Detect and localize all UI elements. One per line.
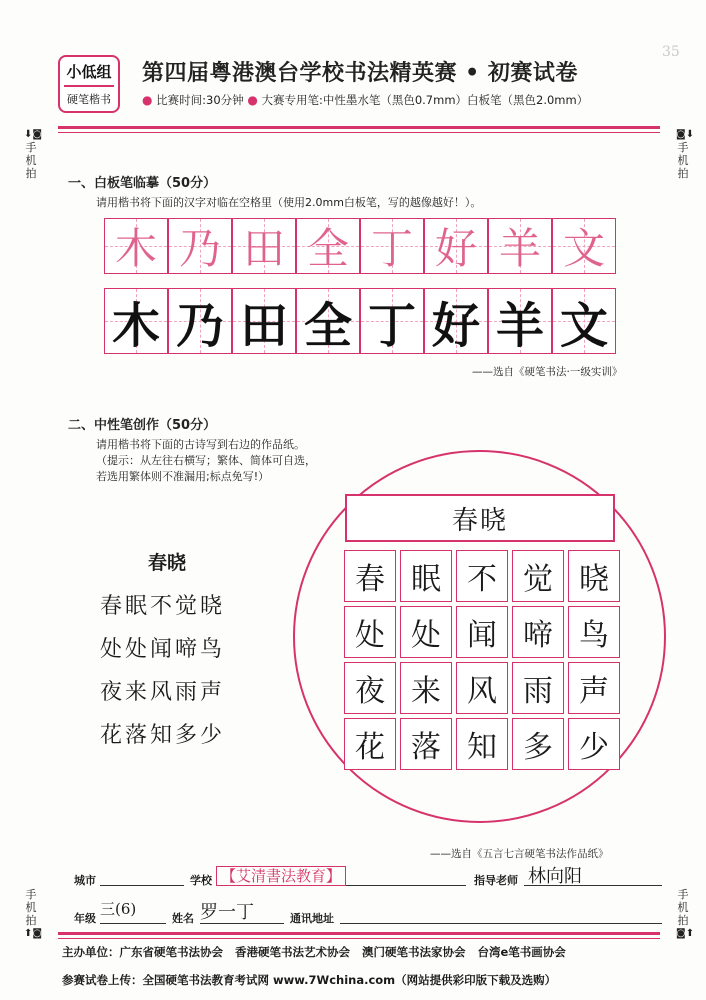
exam-pens: 大赛专用笔:中性墨水笔（黑色0.7mm）白板笔（黑色2.0mm）	[261, 93, 589, 107]
side-mark-text: 手机拍	[677, 888, 689, 927]
model-char-cell: 全	[296, 218, 360, 274]
grade-field[interactable]	[100, 898, 166, 924]
camera-icon: ⬆◙	[24, 928, 43, 939]
model-char-cell: 羊	[488, 218, 552, 274]
copy-char-cell[interactable]: 丁	[360, 288, 424, 354]
section2-title: 二、中性笔创作（50分）	[68, 418, 217, 433]
section2-source: ——选自《五言七言硬笔书法作品纸》	[430, 848, 609, 860]
model-char-cell: 好	[424, 218, 488, 274]
school-label: 学校	[190, 874, 212, 887]
poem-line: 花落知多少	[100, 723, 226, 748]
address-field[interactable]	[340, 898, 662, 924]
exam-time: 比赛时间:30分钟	[156, 93, 244, 107]
page-title: 第四届粤港澳台学校书法精英赛 • 初赛试卷	[142, 60, 578, 86]
model-char-cell: 木	[104, 218, 168, 274]
city-label: 城市	[74, 874, 96, 887]
school-stamp: 【艾清書法教育】	[216, 866, 346, 886]
group-divider	[64, 85, 114, 87]
group-label: 小低组	[66, 63, 112, 81]
model-char-cell: 文	[552, 218, 616, 274]
model-char-row	[104, 218, 616, 274]
copy-char-cell[interactable]: 乃	[168, 288, 232, 354]
work-char-cell[interactable]: 晓	[568, 550, 620, 602]
footer-rule-thick	[58, 932, 660, 935]
copy-char-cell[interactable]: 文	[552, 288, 616, 354]
teacher-value: 林向阳	[528, 866, 582, 887]
city-field[interactable]	[100, 866, 184, 886]
poem-title: 春晓	[147, 552, 186, 574]
work-char-cell[interactable]: 落	[400, 718, 452, 770]
section1-title: 一、白板笔临摹（50分）	[68, 176, 217, 191]
work-char-cell[interactable]: 知	[456, 718, 508, 770]
camera-icon: ◙⬇	[676, 129, 695, 140]
section2-instruction: 请用楷书将下面的古诗写到右边的作品纸。	[96, 438, 305, 451]
corner-mark: 35	[662, 44, 680, 60]
copy-char-cell[interactable]: 全	[296, 288, 360, 354]
work-char-cell[interactable]: 风	[456, 662, 508, 714]
work-char-cell[interactable]: 处	[344, 606, 396, 658]
work-char-cell[interactable]: 闻	[456, 606, 508, 658]
name-field[interactable]	[200, 898, 284, 924]
side-mark-top-right	[676, 128, 695, 180]
copy-char-cell[interactable]: 田	[232, 288, 296, 354]
grade-value: 三(6)	[100, 900, 137, 918]
header-rule-thin	[58, 132, 660, 133]
grade-label: 年级	[74, 912, 96, 925]
school-field[interactable]	[216, 866, 466, 886]
work-char-cell[interactable]: 声	[568, 662, 620, 714]
model-char-cell: 乃	[168, 218, 232, 274]
copy-char-row	[104, 288, 616, 354]
work-row	[344, 606, 624, 658]
section1-source: ——选自《硬笔书法·一级实训》	[472, 366, 623, 378]
work-char-cell[interactable]: 夜	[344, 662, 396, 714]
teacher-field[interactable]	[524, 862, 662, 886]
upload-info: 参赛试卷上传：全国硬笔书法教育考试网 www.7Wchina.com（网站提供彩印版下载及选购）	[62, 973, 557, 987]
name-value: 罗一丁	[200, 902, 254, 923]
address-label: 通讯地址	[290, 912, 334, 925]
side-mark-text: 手机拍	[677, 141, 689, 180]
model-char-cell: 田	[232, 218, 296, 274]
work-row	[344, 718, 624, 770]
work-row	[344, 662, 624, 714]
exam-rules-line	[142, 92, 588, 108]
bullet-icon: ●	[142, 93, 153, 107]
poem-line: 处处闻啼鸟	[100, 637, 226, 662]
section1-instruction: 请用楷书将下面的汉字对临在空格里（使用2.0mm白板笔，写的越像越好！）。	[96, 196, 482, 209]
work-title-text: 春晓	[451, 505, 508, 536]
work-char-cell[interactable]: 雨	[512, 662, 564, 714]
organizers-line: 主办单位：广东省硬笔书法协会 香港硬笔书法艺术协会 澳门硬笔书法家协会 台湾e笔书画协会	[62, 945, 566, 959]
section2-hint-2: 若选用繁体则不准漏用;标点免写!）	[96, 470, 270, 483]
copy-char-cell[interactable]: 羊	[488, 288, 552, 354]
work-char-cell[interactable]: 啼	[512, 606, 564, 658]
copy-char-cell[interactable]: 好	[424, 288, 488, 354]
work-row	[344, 550, 624, 602]
camera-icon: ◙⬆	[676, 928, 695, 939]
work-char-cell[interactable]: 花	[344, 718, 396, 770]
copy-char-cell[interactable]: 木	[104, 288, 168, 354]
bullet-icon: ●	[247, 93, 258, 107]
group-sub-label: 硬笔楷书	[67, 93, 111, 106]
work-char-grid	[344, 550, 624, 774]
work-title-box[interactable]	[345, 494, 615, 542]
poem-line: 夜来风雨声	[100, 680, 226, 705]
work-char-cell[interactable]: 眠	[400, 550, 452, 602]
side-mark-top-left	[24, 128, 43, 180]
work-char-cell[interactable]: 春	[344, 550, 396, 602]
footer-rule-thin	[58, 938, 660, 939]
group-badge	[58, 55, 120, 113]
work-char-cell[interactable]: 处	[400, 606, 452, 658]
work-char-cell[interactable]: 来	[400, 662, 452, 714]
poem-text	[100, 548, 270, 761]
model-char-cell: 丁	[360, 218, 424, 274]
side-mark-text: 手机拍	[25, 141, 37, 180]
section2-hint-1: （提示：从左往右横写；繁体、简体可自选，	[96, 454, 316, 467]
poem-line: 春眠不觉晓	[100, 594, 226, 619]
side-mark-text: 手机拍	[25, 888, 37, 927]
teacher-label: 指导老师	[474, 874, 518, 887]
work-char-cell[interactable]: 鸟	[568, 606, 620, 658]
camera-icon: ⬇◙	[24, 129, 43, 140]
work-char-cell[interactable]: 觉	[512, 550, 564, 602]
header-rule-thick	[58, 126, 660, 129]
work-char-cell[interactable]: 多	[512, 718, 564, 770]
work-char-cell[interactable]: 少	[568, 718, 620, 770]
side-mark-bottom-right	[676, 888, 695, 940]
side-mark-bottom-left	[24, 888, 43, 940]
name-label: 姓名	[172, 912, 194, 925]
work-char-cell[interactable]: 不	[456, 550, 508, 602]
